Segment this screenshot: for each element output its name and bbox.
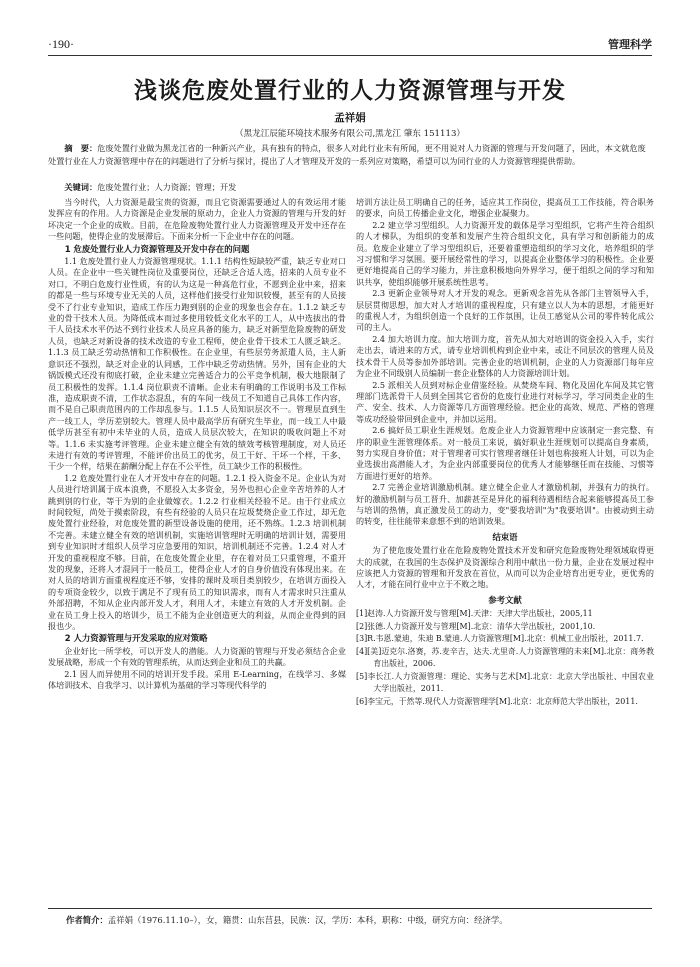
- author-name: 孟祥娟: [334, 112, 366, 124]
- body-paragraph: 当今时代，人力资源是最宝贵的资源，而且它资源需要通过人的有效运用才能发挥应有的作用。人力资源是企业发展的原动力，企业人力资源的管理与开发的好坏决定一个企业的成败。目前，在危险废物处置行业人力资源管理及开发中还存在一些问题，使得企业的发展滞后。下面来分析一下企业中存在的问题。: [48, 197, 346, 242]
- abstract: [48, 142, 652, 167]
- abstract-label: 摘 要：: [64, 143, 98, 153]
- author-bio-text: 孟祥娟（1976.11.10–），女，籍贯：山东莒县，民族：汉，学历：本科，职称：中级，研究方向：经济学。: [107, 915, 508, 925]
- article-title: 浅谈危废处置行业的人力资源管理与开发: [134, 78, 566, 104]
- body-paragraph: 企业好比一所学校，可以开发人的潜能。人力资源的管理与开发必须结合企业发展战略，形成一个有效的管理系统，从而达到企业和员工的共赢。: [48, 645, 346, 668]
- footer-rule: [48, 908, 652, 909]
- body-paragraph: 2.6 搞好员工职业生涯规划。危废企业人力资源管理中应该制定一套完整、有序的职业生涯管理体系。对一般员工来说，搞好职业生涯规划可以提高自身素质，努力实现自身价值；对于管理者可实行管理者继任计划也称接班人计划，可以为企业选拔出高潜能人才，为企业内部重要岗位的优秀人才能够继任而在技能、习惯等方面进行更好的培养。: [356, 425, 654, 481]
- reference-item: [4][美]迈克尔.洛赛，苏.麦辛吉，达夫.尤里奇.人力资源管理的未来[M].北京：商务教育出版社，2006.: [356, 646, 654, 669]
- reference-item: [2]张德.人力资源开发与管理[M].北京：清华大学出版社，2001,10.: [356, 621, 596, 631]
- reference-item: [3]R.韦恩.蒙迪，朱迪 B.蒙迪.人力资源管理[M].北京：机械工业出版社，2011.7.: [356, 634, 644, 644]
- body-paragraph: 2.2 建立学习型组织。人力资源开发的载体是学习型组织，它将产生符合组织的人才梯队，为组织的变革和发展产生符合组织文化，具有学习和创新能力的成员。危废企业建立了学习型组织后，还要着重塑造组织的学习文化，培养组织的学习习惯和学习氛围。要开展经常性的学习，以提高企业整体学习的积极性。企业要更好地提高自己的学习能力，并注意积极地向外界学习，便于组织之间的学习和知识共享，使组织能够开展系统性思考。: [356, 219, 654, 287]
- body-paragraph: 2.1 因人而异使用不同的培训开发手段。采用 E-Learning，在线学习、多媒体培训技术、自我学习、以计算机为基础的学习等现代科学的: [48, 668, 346, 691]
- page-number: ·190·: [48, 37, 74, 51]
- body-paragraph: 培训方法让员工明确自己的任务，适应其工作岗位，提高员工工作技能，符合职务的要求，向员工传播企业文化，增强企业凝聚力。: [356, 197, 654, 219]
- author-bio-label: 作者简介：: [66, 915, 108, 925]
- author-bio: [66, 914, 652, 926]
- body-paragraph: 2.3 更新企业领导对人才开发的观念。更新观念首先从各部门主管领导入手，层层贯彻思想，加大对人才培训的重视程度，只有建立以人为本的思想，才能更好的重视人才，为组织创造一个良好的工作氛围，让员工感觉从公司的零件转化成公司的主人。: [356, 288, 654, 333]
- header-rule: [48, 55, 652, 56]
- body-paragraph: 为了使危废处置行业在危险废物处置技术开发和研究危险废物处理领域取得更大的成就，在我国的生态保护及资源综合利用中献出一份力量，企业在发展过程中应该把人力资源的管理和开发放在首位，从而可以为企业培育出更专业，更优秀的人才，才能在同行业中立于不败之地。: [356, 545, 654, 590]
- section-heading: 结束语: [492, 531, 518, 542]
- section-heading: 参考文献: [488, 594, 522, 605]
- body-paragraph: 1.2 危废处置行业在人才开发中存在的问题。1.2.1 投入资金不足。企业认为对人员进行培训属于成本浪费，不愿投入太多资金，另外也担心企业辛苦培养的人才跳到别的行业，等于为别的企业做嫁衣。1.2.2 行业相关经验不足。由于行业成立时间较短，尚处于摸索阶段，有些有经验的人员只在垃圾焚烧企业工作过，却无危废处置行业经验，对危废处置的新型设备设施的使用，还不熟练。1.2.3 培训机制不完善。未建立健全有效的培训机制，实施培训管理时无明确的培训计划，需要用到专业知识时才组织人员学习应急要用的知识，培训机制还不完善。1.2.4 对人才开发的重视程度不够。目前，在危废处置企业里，存在着对员工只重管理，不重开发的现象，还将人才混同于一般员工，使得企业人才的自身价值没有体现出来。在对人员的培训方面重视程度还不够，安排的课时及项目类别较少，在培训方面投入的专项资金较少，以致于满足不了现有员工的知识需求，而有人才需求时只注重从外部招聘，不知从企业内部开发人才，利用人才，未建立有效的人才开发机制。企业在员工身上投入的培训少，员工不能为企业创造更大的利益，从而企业得到的回报也少。: [48, 472, 346, 632]
- page-header: [48, 34, 652, 56]
- author-affiliation: （黑龙江辰能环境技术服务有限公司,黑龙江 肇东 151113）: [234, 129, 466, 139]
- keywords-label: 关键词：: [64, 182, 98, 192]
- keywords: [48, 181, 652, 193]
- section-heading: 2 人力资源管理与开发采取的应对策略: [64, 633, 208, 644]
- left-column: [48, 197, 346, 877]
- body-paragraph: 2.4 加大培训力度。加大培训力度，首先从加大对培训的资金投入入手，实行走出去，请进来的方式，请专业培训机构到企业中来，或让不同层次的管理人员及技术骨干人员等参加外部培训。完善企业的培训机制，企业的人力资源部门每年应为企业不同级别人员编制一套企业整体的人力资源培训计划。: [356, 333, 654, 379]
- right-column: [356, 197, 654, 877]
- body-paragraph: 1.1 危废处置行业人力资源管理现状。1.1.1 结构性短缺较严重，缺乏专业对口人员。在企业中一些关键性岗位及重要岗位，还缺乏合适人选，招来的人员专业不对口，不明白危废行业性质，有的认为这是一种高危行业，不愿到企业中来，招来的都是一些与环境专业无关的人员，这样他们接受行业知识较慢，甚至有的人员接受不了行业专业知识，造成工作压力跑到别的企业的现象也会存在。1.1.2 缺乏专业的骨干技术人员。为降低成本而过多使用较低文化水平的工人，从中选拔出的骨干人员技术水平仍达不到行业技术人员应具备的能力，缺乏对新型危险废物的研发人员，也缺乏对新设备的技术改造的专业工程师，使企业骨干技术工人匮乏缺乏。1.1.3 员工缺乏劳动热情和工作积极性。在企业里，有些层劳务派遣人员，主人新意识还不强烈，缺乏对企业的认同感，工作中缺乏劳动热情。另外，国有企业的大锅饭模式还没有彻底打破，企业未建立完善适合力的公平竞争机制，极大地限制了员工积极性的发挥。1.1.4 岗位职责不清晰。企业未有明确的工作说明书及工作标准，造成职责不清，工作状态混乱，有的车间一线员工不知道自己具体工作内容，而不是自己职责范围内的工作却乱参与。1.1.5 人员知识层次不一。管理层直到生产一线工人，学历差别较大。管理人员中最高学历有研究生毕业，而一线工人中最低学历甚至有初中未毕业的人员，造成人员层次较大，在知识的吸收问题上不对等。1.1.6 未实施考评管理。企业未建立健全有效的绩效考核管理制度，对人员还未进行有效的考评管理，不能评价出员工的优劣，员工干好、干坏一个样，干多、干少一个样，结果在薪酬分配上存在不公平性，员工缺少工作的积极性。: [48, 256, 346, 472]
- body-paragraph: 2.5 派相关人员到对标企业借鉴经验。从焚烧车间、物化及固化车间及其它管理部门选派骨干人员到全国其它省份的危废行业进行对标学习，学习同类企业的生产、安全、技术、人力资源等几方面管理经验。把企业的高效、规范、严格的管理等成功经验带回到企业中，并加以运用。: [356, 379, 654, 424]
- keywords-text: 危废处置行业；人力资源；管理；开发: [97, 182, 237, 192]
- journal-name: 管理科学: [608, 38, 652, 51]
- section-heading: 1 危废处置行业人力资源管理及开发中存在的问题: [64, 243, 250, 254]
- reference-item: [5]李长江.人力资源管理：理论、实务与艺术[M].北京：北京大学出版社、中国农业大学出版社，2011.: [356, 671, 654, 694]
- abstract-text: 危废处置行业做为黑龙江省的一种新兴产业，具有独有的特点，很多人对此行业未有所闻，更不用说对人力资源的管理与开发问题了，因此，本文就危废处置行业在人力资源管理中存在的问题进行了分析与探讨，提出了人才管理及开发的一系列应对策略，希望可以为同行业的人力资源管理提供帮助。: [48, 143, 646, 166]
- body-paragraph: 2.7 完善企业培训激励机制。建立健全企业人才激励机制，并强有力的执行。好的激励机制与员工晋升、加薪甚至是异化的福利待遇相结合起来能够提高员工参与培训的热情，真正激发员工的动力，变"要我培训"为"我要培训"。由被动到主动的转变，往往能带来意想不到的培训效果。: [356, 482, 654, 527]
- reference-item: [1]赵涛.人力资源开发与管理[M].天津：天津大学出版社，2005,11: [356, 609, 593, 619]
- reference-item: [6]李宝元，于然等.现代人力资源管理学[M].北京：北京师范大学出版社，2011.: [356, 696, 638, 706]
